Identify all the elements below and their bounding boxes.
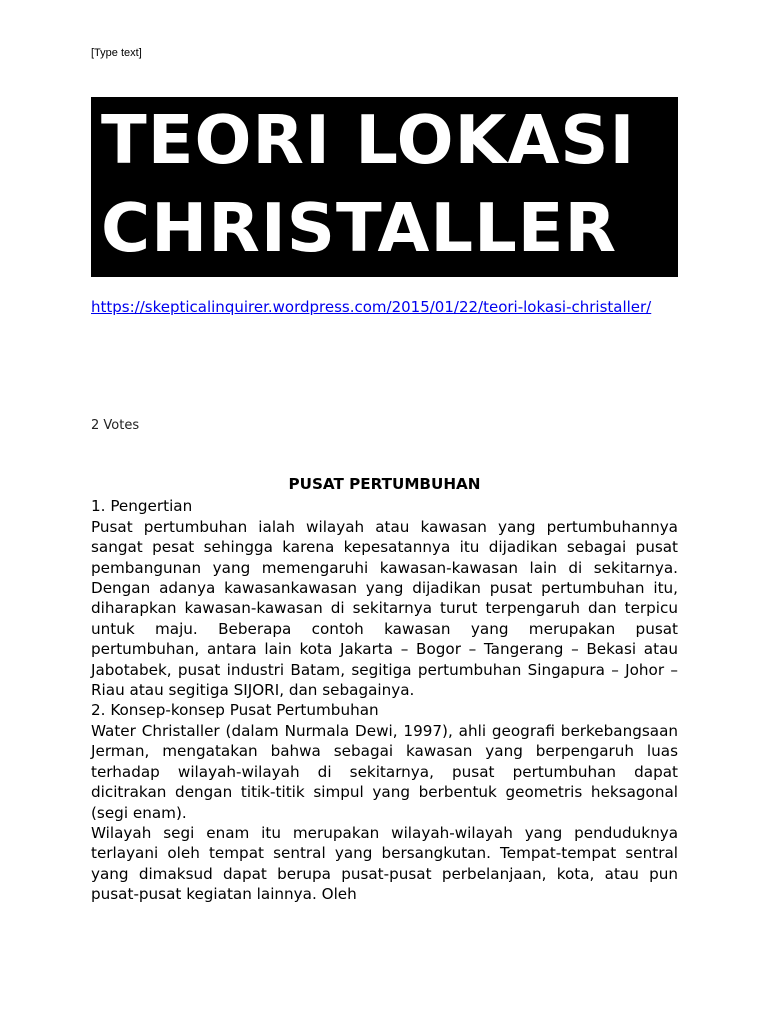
page-header-text: [Type text] [91,47,142,59]
title-banner [91,97,678,277]
section-title: PUSAT PERTUMBUHAN [288,475,481,493]
title-line-1: TEORI LOKASI [101,101,636,179]
paragraph-pengertian: Pusat pertumbuhan ialah wilayah atau kawasan yang pertumbuhannya sangat pesat sehingga karena kepesatannya itu dijadikan sebagai pusat pembangunan yang memengaruhi kawasan-kawasan lain di sekitarnya. Dengan adanya kawasankawasan yang dijadikan pusat pertumbuhan itu, diharapkan kawasan-kawasan di sekitarnya turut terpengaruh dan terpicu untuk maju. Beberapa contoh kawasan yang merupakan pusat pertumbuhan, antara lain kota Jakarta – Bogor – Tangerang – Bekasi atau Jabotabek, pusat industri Batam, segitiga pertumbuhan Singapura – Johor – Riau atau segitiga SIJORI, dan sebagainya. [91,517,678,700]
paragraph-segi-enam: Wilayah segi enam itu merupakan wilayah-wilayah yang penduduknya terlayani oleh tempat sentral yang bersangkutan. Tempat-tempat sentral yang dimaksud dapat berupa pusat-pusat perbelanjaan, kota, atau pun pusat-pusat kegiatan lainnya. Oleh [91,823,678,904]
heading-konsep: 2. Konsep-konsep Pusat Pertumbuhan [91,701,379,720]
source-link[interactable]: https://skepticalinquirer.wordpress.com/2015/01/22/teori-lokasi-christaller/ [91,298,652,316]
paragraph-christaller: Water Christaller (dalam Nurmala Dewi, 1997), ahli geografi berkebangsaan Jerman, mengatakan bahwa sebagai kawasan yang berpengaruh luas terhadap wilayah-wilayah di sekitarnya, pusat pertumbuhan dapat dicitrakan dengan titik-titik simpul yang berbentuk geometris heksagonal (segi enam). [91,721,678,822]
title-line-2: CHRISTALLER [101,189,618,267]
heading-pengertian: 1. Pengertian [91,497,193,516]
article-body [91,474,678,905]
votes-count: 2 Votes [91,418,140,433]
